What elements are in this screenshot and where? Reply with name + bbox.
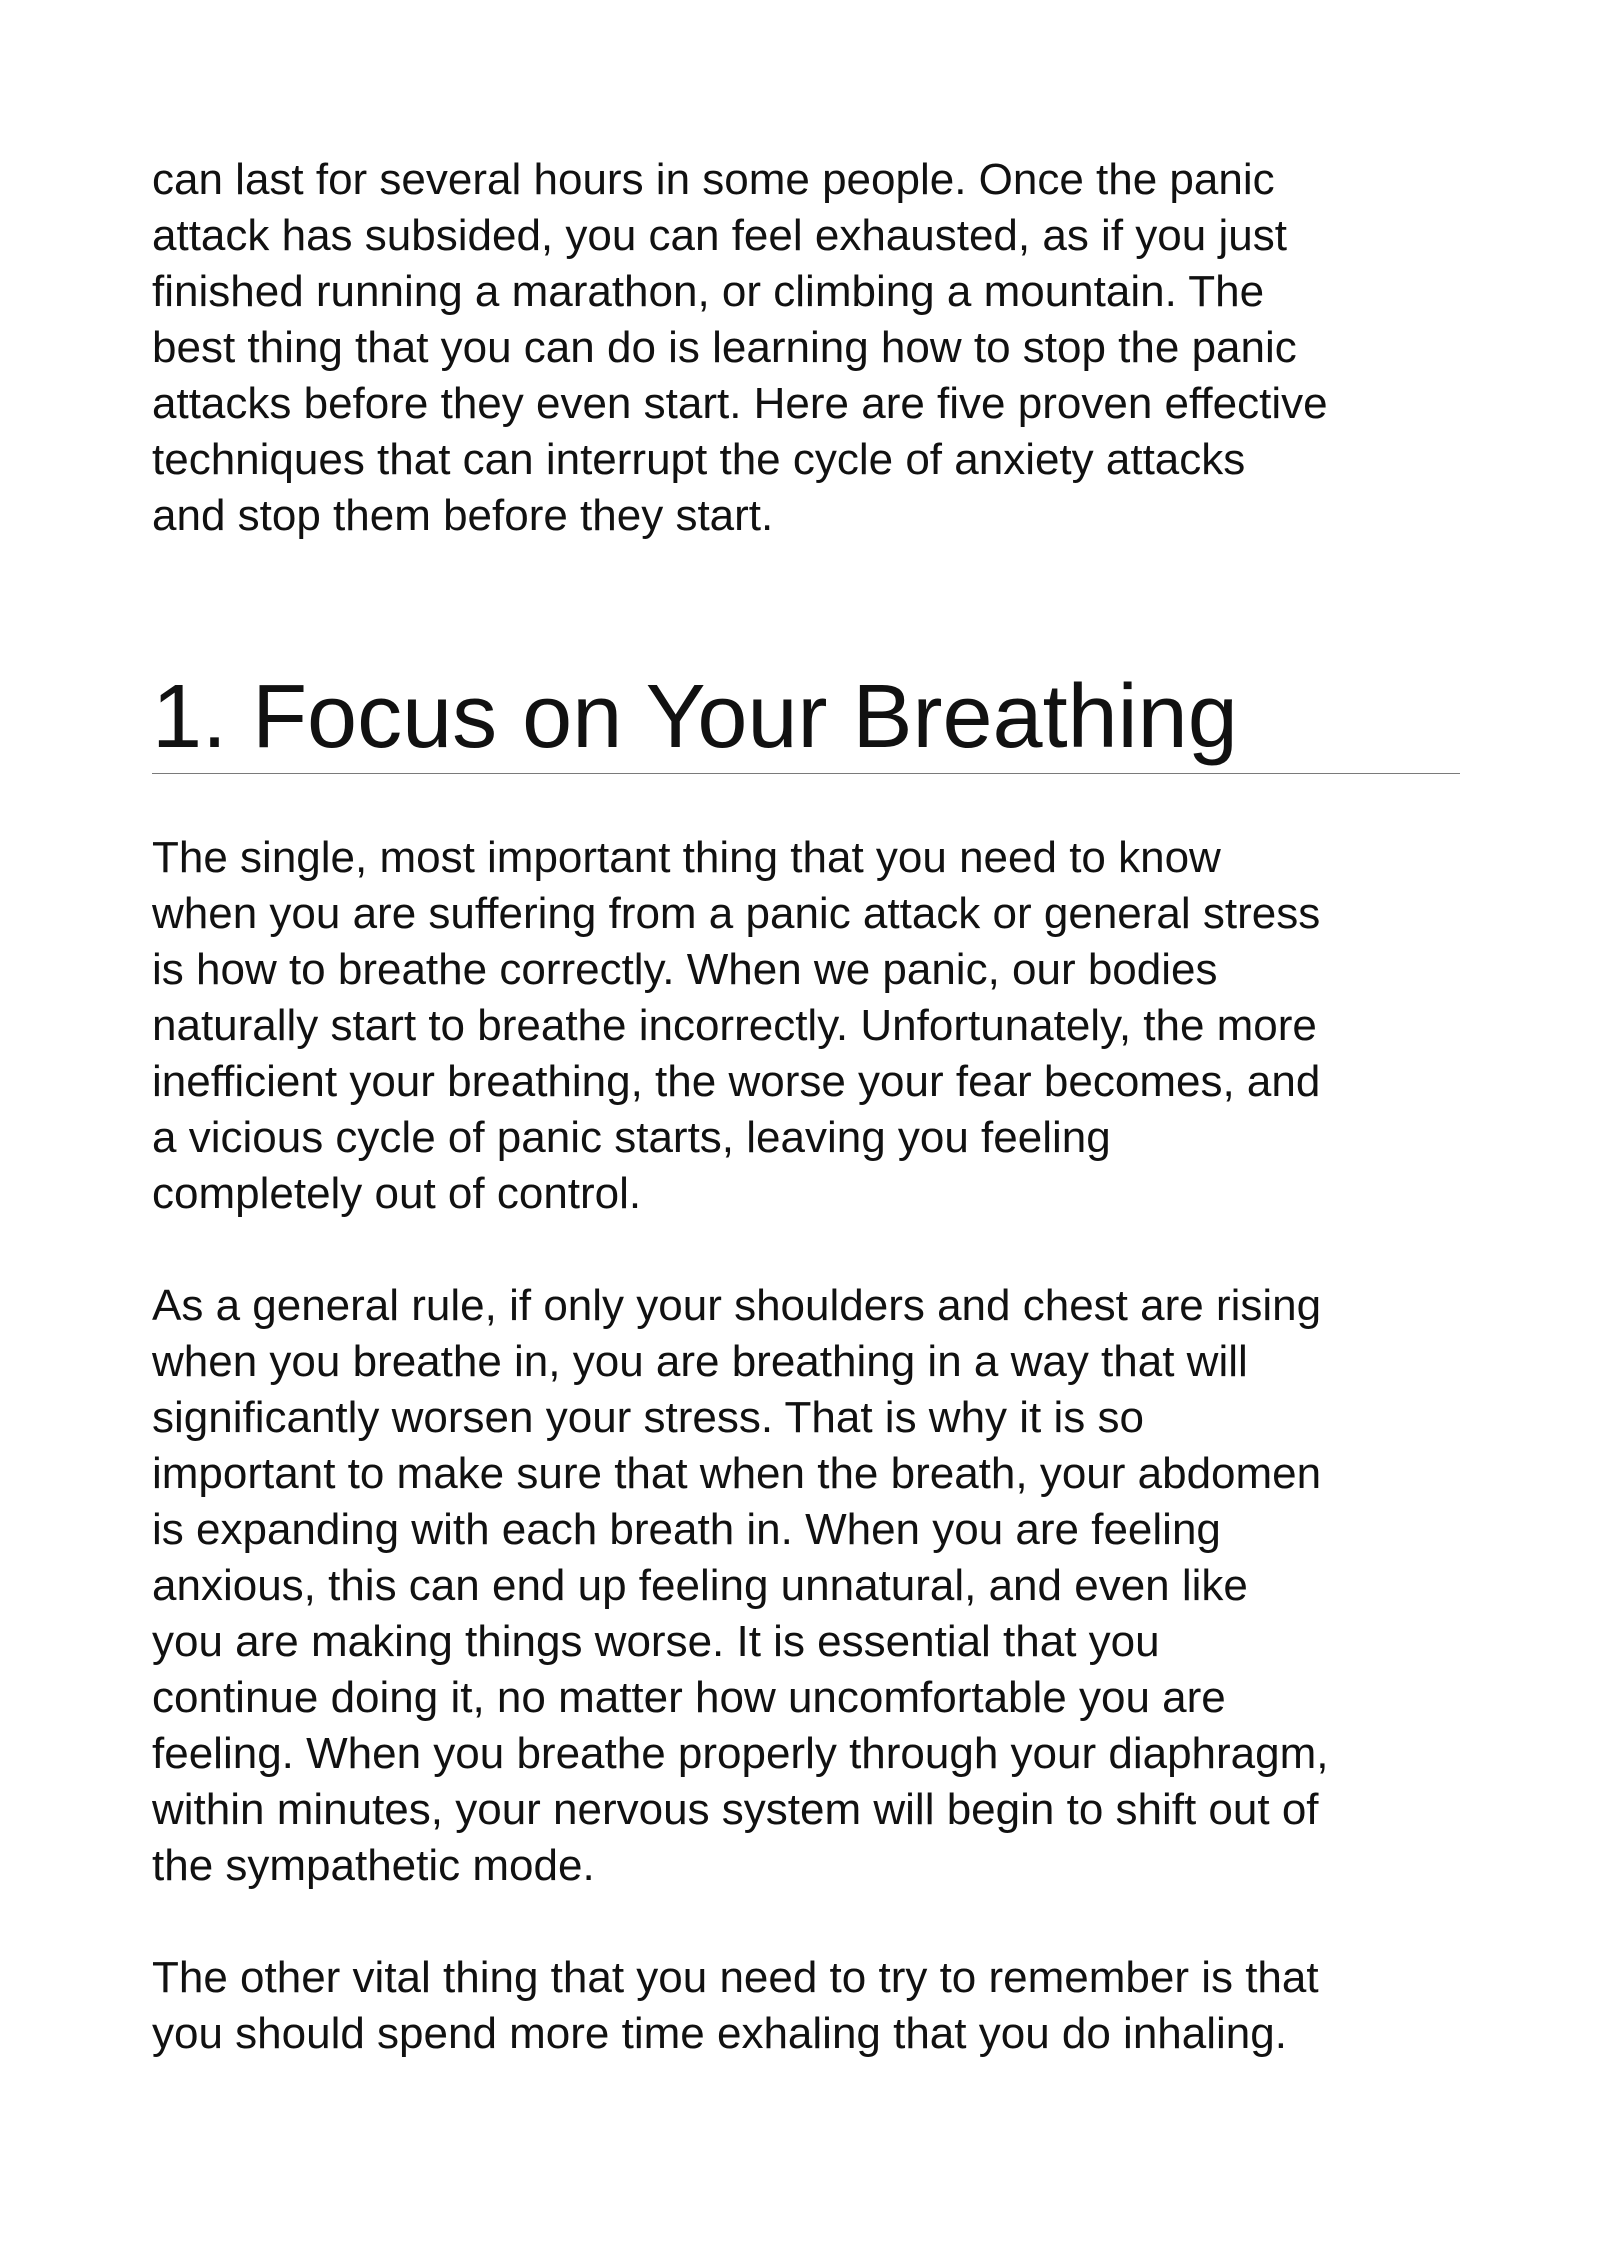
text-line: you are making things worse. It is essential that you bbox=[152, 1617, 1160, 1666]
text-line: is expanding with each breath in. When you are feeling bbox=[152, 1505, 1221, 1554]
text-line: best thing that you can do is learning how to stop the panic bbox=[152, 323, 1297, 372]
text-line: can last for several hours in some people. Once the panic bbox=[152, 155, 1275, 204]
text-line: important to make sure that when the breath, your abdomen bbox=[152, 1449, 1322, 1498]
text-line: naturally start to breathe incorrectly. Unfortunately, the more bbox=[152, 1001, 1317, 1050]
document-page bbox=[152, 152, 1460, 2062]
text-line: continue doing it, no matter how uncomfortable you are bbox=[152, 1673, 1226, 1722]
text-line: you should spend more time exhaling that you do inhaling. bbox=[152, 2009, 1287, 2058]
text-line: attack has subsided, you can feel exhausted, as if you just bbox=[152, 211, 1287, 260]
text-line: The other vital thing that you need to try to remember is that bbox=[152, 1953, 1319, 2002]
body-paragraph-2 bbox=[152, 1278, 1460, 1894]
body-paragraph-3 bbox=[152, 1950, 1460, 2062]
text-line: is how to breathe correctly. When we panic, our bodies bbox=[152, 945, 1218, 994]
text-line: attacks before they even start. Here are five proven effective bbox=[152, 379, 1328, 428]
text-line: a vicious cycle of panic starts, leaving you feeling bbox=[152, 1113, 1111, 1162]
text-line: when you breathe in, you are breathing in a way that will bbox=[152, 1337, 1248, 1386]
text-line: finished running a marathon, or climbing a mountain. The bbox=[152, 267, 1265, 316]
text-line: and stop them before they start. bbox=[152, 491, 774, 540]
text-line: The single, most important thing that you need to know bbox=[152, 833, 1221, 882]
section-heading: 1. Focus on Your Breathing bbox=[152, 667, 1460, 774]
text-line: significantly worsen your stress. That is why it is so bbox=[152, 1393, 1144, 1442]
intro-paragraph bbox=[152, 152, 1460, 544]
text-line: feeling. When you breathe properly through your diaphragm, bbox=[152, 1729, 1329, 1778]
body-paragraph-1 bbox=[152, 830, 1460, 1222]
text-line: the sympathetic mode. bbox=[152, 1841, 595, 1890]
text-line: As a general rule, if only your shoulders and chest are rising bbox=[152, 1281, 1322, 1330]
text-line: when you are suffering from a panic attack or general stress bbox=[152, 889, 1321, 938]
text-line: techniques that can interrupt the cycle of anxiety attacks bbox=[152, 435, 1246, 484]
text-line: completely out of control. bbox=[152, 1169, 642, 1218]
text-line: within minutes, your nervous system will begin to shift out of bbox=[152, 1785, 1319, 1834]
text-line: anxious, this can end up feeling unnatural, and even like bbox=[152, 1561, 1248, 1610]
text-line: inefficient your breathing, the worse your fear becomes, and bbox=[152, 1057, 1321, 1106]
